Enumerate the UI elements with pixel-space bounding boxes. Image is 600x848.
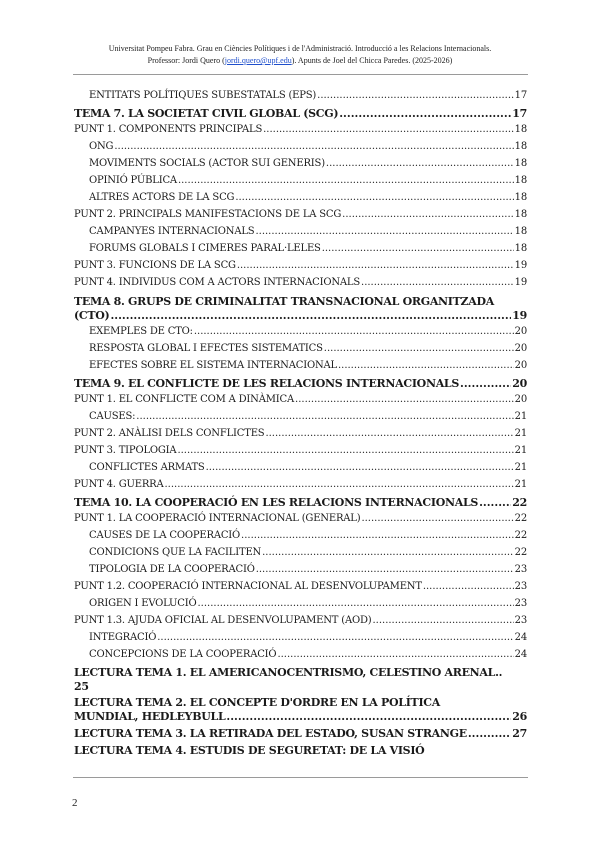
toc-entry[interactable] [74,141,527,158]
toc-leader-dots [226,710,511,724]
toc-leader-dots [237,260,514,271]
toc-leader-dots [177,445,513,456]
header-line-1: Universitat Pompeu Fabra. Grau en Ciències Polítiques i de l'Administració. Introducció a les Relacions Internacionals. [108,44,492,53]
toc-entry[interactable] [74,649,527,666]
toc-entry-title: PUNT 1.2. COOPERACIÓ INTERNACIONAL AL DESENVOLUPAMENT [74,581,422,592]
toc-entry[interactable] [74,90,527,107]
toc-entry-title: RESPOSTA GLOBAL I EFECTES SISTEMATICS [89,343,323,354]
header-divider [73,74,528,75]
toc-leader-dots [342,209,514,220]
toc-entry-title: FORUMS GLOBALS I CIMERES PARAL·LELES [89,243,321,254]
toc-leader-dots [206,462,514,473]
toc-entry-title: LECTURA TEMA 1. EL AMERICANOCENTRISMO, CELESTINO ARENAL.. [74,666,503,679]
toc-entry-page: 23 [514,564,527,575]
toc-entry-page: 21 [514,411,527,422]
toc-leader-dots [110,309,511,323]
toc-entry-page: 22 [514,547,527,558]
toc-entry[interactable] [74,428,527,445]
toc-entry-title: ORIGEN I EVOLUCIÓ [89,598,197,609]
toc-leader-dots [114,141,513,152]
toc-entry[interactable] [74,394,527,411]
toc-entry[interactable] [74,175,527,192]
toc-entry[interactable] [74,479,527,496]
toc-entry[interactable] [74,615,527,632]
toc-entry-title: CAUSES DE LA COOPERACIÓ [89,530,241,541]
email-link[interactable]: jordi.quero@upf.edu [224,56,292,65]
toc-entry-page: 20 [514,394,527,405]
toc-entry[interactable] [74,107,527,124]
toc-entry-page: 18 [514,243,527,254]
toc-leader-dots [322,243,514,254]
toc-leader-dots [277,649,513,660]
toc-leader-dots [235,192,513,203]
toc-entry[interactable] [74,462,527,479]
toc-leader-dots [361,277,514,288]
toc-entry[interactable] [74,243,527,260]
toc-entry-page: 26 [512,710,527,723]
toc-leader-dots [255,226,513,237]
toc-entry-title: TEMA 7. LA SOCIETAT CIVIL GLOBAL (SCG) [74,107,339,120]
toc-entry-title: ALTRES ACTORS DE LA SCG [89,192,235,203]
toc-leader-dots [198,598,514,609]
toc-entry[interactable] [74,496,527,513]
toc-entry-page: 18 [514,141,527,152]
toc-entry-lectura2[interactable] [74,696,527,727]
toc-entry-title-cont: (CTO) [74,309,110,322]
page-number: 2 [72,797,78,809]
toc-leader-dots [339,107,511,120]
toc-entry[interactable] [74,581,527,598]
toc-entry-page: 19 [514,277,527,288]
toc-entry[interactable] [74,209,527,226]
toc-entry-page: 27 [512,727,527,740]
toc-entry-title: LECTURA TEMA 3. LA RETIRADA DEL ESTADO, SUSAN STRANGE [74,727,467,740]
footer-divider [73,777,528,778]
table-of-contents [74,90,527,761]
toc-entry-page: 20 [512,377,527,390]
toc-entry-title: TIPOLOGIA DE LA COOPERACIÓ [89,564,255,575]
toc-entry-title: PUNT 3. TIPOLOGIA [74,445,177,456]
toc-entry-title: PUNT 4. INDIVIDUS COM A ACTORS INTERNACIONALS [74,277,361,288]
toc-entry-page: 23 [514,581,527,592]
toc-entry[interactable] [74,377,527,394]
toc-entry-title-cont: MUNDIAL, HEDLEYBULL [74,710,226,723]
toc-entry[interactable] [74,158,527,175]
toc-entry-title: CAUSES: [89,411,136,422]
toc-entry-lectura1[interactable] [74,666,527,694]
toc-entry-page: 23 [514,615,527,626]
toc-entry-page: 22 [514,513,527,524]
toc-entry-page: 21 [514,428,527,439]
toc-entry[interactable] [74,530,527,547]
toc-entry[interactable] [74,411,527,428]
toc-entry[interactable] [74,564,527,581]
toc-leader-dots [295,394,514,405]
toc-entry-title: INTEGRACIÓ [89,632,157,643]
toc-leader-dots [241,530,514,541]
toc-leader-dots [256,564,514,575]
toc-entry-page: 18 [514,175,527,186]
toc-section-b [74,326,527,666]
toc-entry-page: 18 [514,226,527,237]
toc-entry-title: TEMA 9. EL CONFLICTE DE LES RELACIONS INTERNACIONALS [74,377,460,390]
toc-entry-page: 19 [514,260,527,271]
header-professor: Professor: Jordi Quero ( [147,56,225,65]
header-notes: ). Apunts de Joel del Chicca Paredes. (2025-2026) [291,56,453,65]
toc-entry-page: 18 [514,124,527,135]
toc-entry-page: 22 [514,530,527,541]
toc-entry[interactable] [74,445,527,462]
toc-leader-dots [423,581,514,592]
toc-entry-title: CONCEPCIONS DE LA COOPERACIÓ [89,649,277,660]
toc-leader-dots [178,175,514,186]
toc-entry[interactable] [74,598,527,615]
toc-entry[interactable] [74,277,527,294]
toc-entry-page: 20 [514,343,527,354]
toc-leader-dots [194,326,514,337]
toc-entry[interactable] [74,513,527,530]
toc-entry-title: MOVIMENTS SOCIALS (ACTOR SUI GENERIS) [89,158,325,169]
toc-leader-dots [326,158,514,169]
toc-leader-dots [460,377,511,390]
toc-entry-page: 18 [514,158,527,169]
toc-leader-dots [361,513,513,524]
toc-leader-dots [468,727,511,740]
toc-entry-page: 25 [74,680,89,693]
page-header [0,43,600,67]
toc-entry[interactable] [74,343,527,360]
toc-entry-title: EFECTES SOBRE EL SISTEMA INTERNACIONAL [89,360,337,371]
toc-entry-title: PUNT 1. LA COOPERACIÓ INTERNACIONAL (GENERAL) [74,513,361,524]
toc-entry-title: PUNT 1. EL CONFLICTE COM A DINÀMICA [74,394,295,405]
toc-leader-dots [265,428,513,439]
toc-leader-dots [262,547,514,558]
toc-entry-title: ENTITATS POLÍTIQUES SUBESTATALS (EPS) [89,90,317,101]
toc-entry-page: 24 [514,649,527,660]
header-line-2 [0,55,600,67]
toc-entry-page: 21 [514,462,527,473]
toc-entry-title: LECTURA TEMA 2. EL CONCEPTE D'ORDRE EN LA POLÍTICA [74,696,440,709]
toc-entry[interactable] [74,124,527,141]
toc-entry-page: 18 [514,209,527,220]
toc-entry-title: PUNT 3. FUNCIONS DE LA SCG [74,260,236,271]
toc-entry-tema8[interactable] [74,295,527,326]
toc-entry-title: TEMA 10. LA COOPERACIÓ EN LES RELACIONS INTERNACIONALS [74,496,479,509]
toc-entry-page: 21 [514,479,527,490]
toc-entry-title: PUNT 2. ANÀLISI DELS CONFLICTES [74,428,265,439]
toc-entry-title: ONG [89,141,114,152]
toc-leader-dots [372,615,513,626]
toc-entry-title: EXEMPLES DE CTO: [89,326,193,337]
toc-entry[interactable] [74,632,527,649]
toc-entry-page: 24 [514,632,527,643]
toc-leader-dots [263,124,514,135]
toc-entry[interactable] [74,326,527,343]
toc-entry-page: 20 [514,360,527,371]
toc-entry[interactable] [74,360,527,377]
toc-leader-dots [165,479,514,490]
toc-entry-title: TEMA 8. GRUPS DE CRIMINALITAT TRANSNACIONAL ORGANITZADA [74,295,494,308]
toc-entry[interactable] [74,547,527,564]
toc-leader-dots [324,343,514,354]
toc-entry-lectura3[interactable] [74,727,527,744]
toc-entry[interactable] [74,226,527,243]
toc-entry-title: PUNT 4. GUERRA [74,479,164,490]
toc-leader-dots [479,496,511,509]
toc-entry-page: 19 [512,309,527,322]
toc-entry[interactable] [74,260,527,277]
toc-entry-page: 22 [512,496,527,509]
toc-leader-dots [317,90,514,101]
toc-entry-title: PUNT 1. COMPONENTS PRINCIPALS [74,124,263,135]
toc-entry-title: PUNT 2. PRINCIPALS MANIFESTACIONS DE LA SCG [74,209,342,220]
toc-leader-dots [136,411,513,422]
toc-entry-title: LECTURA TEMA 4. ESTUDIS DE SEGURETAT: DE LA VISIÓ [74,744,425,757]
toc-entry-title: CONFLICTES ARMATS [89,462,205,473]
toc-entry-page: 18 [514,192,527,203]
toc-entry-page: 17 [514,90,527,101]
toc-entry-page: 21 [514,445,527,456]
toc-entry-title: CONDICIONS QUE LA FACILITEN [89,547,262,558]
toc-entry-title: OPINIÓ PÚBLICA [89,175,177,186]
toc-entry-page: 23 [514,598,527,609]
toc-entry[interactable] [74,192,527,209]
toc-entry-title: CAMPANYES INTERNACIONALS [89,226,255,237]
toc-leader-dots [157,632,513,643]
toc-entry-lectura4[interactable] [74,744,527,761]
toc-leader-dots [338,360,514,371]
toc-section-a [74,90,527,294]
toc-entry-title: PUNT 1.3. AJUDA OFICIAL AL DESENVOLUPAMENT (AOD) [74,615,372,626]
toc-entry-page: 17 [512,107,527,120]
toc-entry-page: 20 [514,326,527,337]
